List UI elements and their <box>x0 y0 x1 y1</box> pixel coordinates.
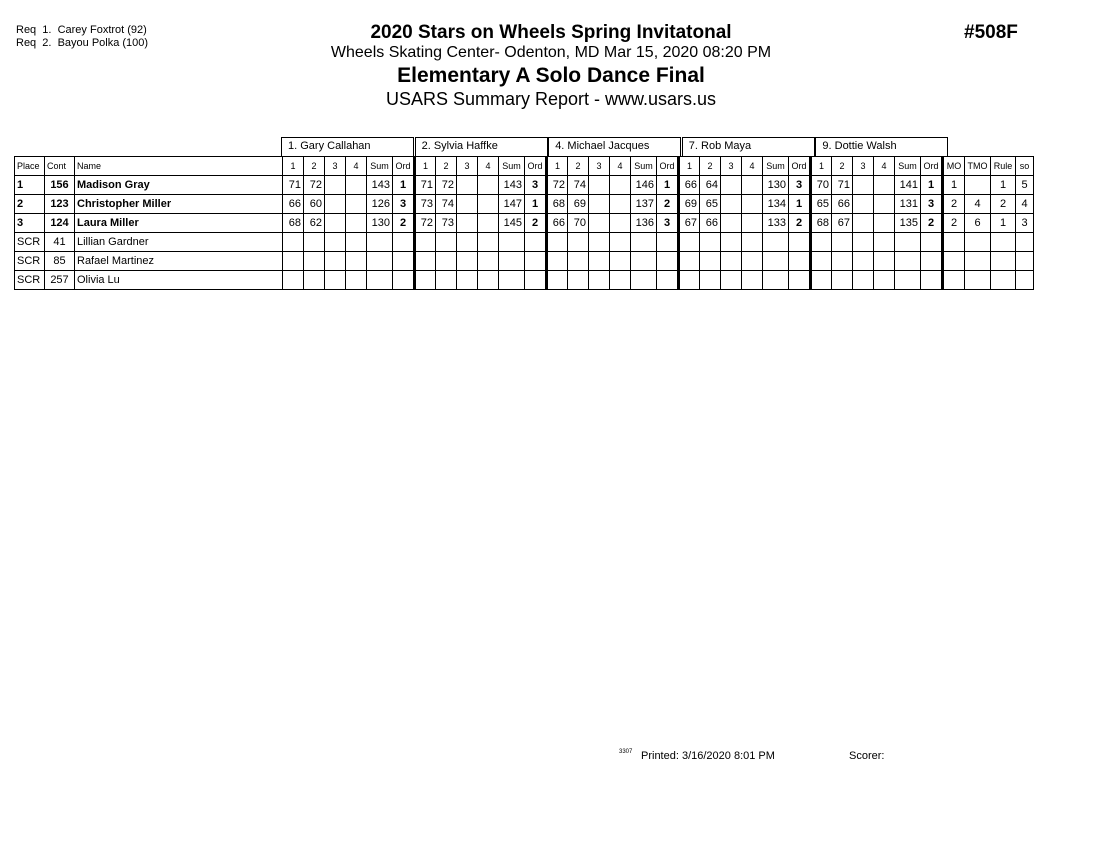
score-cell <box>721 176 742 195</box>
score-cell <box>457 176 478 195</box>
score-cell <box>610 271 631 290</box>
score-cell <box>568 271 589 290</box>
sum-cell <box>763 252 789 271</box>
score-cell <box>304 233 325 252</box>
score-cell <box>415 271 436 290</box>
score-cell <box>679 252 700 271</box>
score-cell <box>478 233 499 252</box>
tmo-cell: 4 <box>965 195 991 214</box>
score-cell <box>721 252 742 271</box>
score-cell <box>457 214 478 233</box>
score-cell <box>589 233 610 252</box>
score-cell <box>610 195 631 214</box>
score-cell <box>742 233 763 252</box>
col-header-judge1-1: 2 <box>304 157 325 176</box>
col-header-mo: MO <box>943 157 965 176</box>
event-number: #508F <box>964 22 1018 43</box>
sum-cell <box>367 271 393 290</box>
score-cell: 73 <box>415 195 436 214</box>
col-header-judge3-0: 1 <box>547 157 568 176</box>
sum-cell: 147 <box>499 195 525 214</box>
score-cell <box>547 271 568 290</box>
ordinal-cell <box>657 271 679 290</box>
contestant-number-cell: 123 <box>45 195 75 214</box>
score-cell: 69 <box>568 195 589 214</box>
score-cell <box>811 271 832 290</box>
score-cell <box>436 252 457 271</box>
score-cell: 65 <box>811 195 832 214</box>
so-cell <box>1016 252 1034 271</box>
column-header-row <box>15 157 1034 176</box>
mo-cell <box>943 252 965 271</box>
score-cell: 70 <box>568 214 589 233</box>
tmo-cell <box>965 233 991 252</box>
sum-cell: 146 <box>631 176 657 195</box>
score-cell <box>853 176 874 195</box>
sum-cell <box>631 233 657 252</box>
score-cell <box>304 271 325 290</box>
col-header-judge4-0: 1 <box>679 157 700 176</box>
results-table <box>14 156 1034 290</box>
score-cell: 66 <box>679 176 700 195</box>
score-cell <box>325 195 346 214</box>
score-cell: 68 <box>811 214 832 233</box>
ordinal-cell: 2 <box>525 214 547 233</box>
score-cell <box>874 176 895 195</box>
ordinal-cell <box>789 252 811 271</box>
score-cell <box>832 271 853 290</box>
ordinal-cell <box>657 252 679 271</box>
score-cell <box>478 271 499 290</box>
judge-name-1: 1. Gary Callahan <box>281 137 414 156</box>
col-header-judge3-5: Ord <box>657 157 679 176</box>
rule-cell: 1 <box>991 214 1016 233</box>
score-cell <box>742 252 763 271</box>
skater-name-cell: Madison Gray <box>75 176 283 195</box>
tmo-cell <box>965 252 991 271</box>
score-cell: 72 <box>304 176 325 195</box>
ordinal-cell: 1 <box>525 195 547 214</box>
sum-cell: 141 <box>895 176 921 195</box>
ordinal-cell <box>393 252 415 271</box>
mo-cell: 2 <box>943 214 965 233</box>
col-header-judge4-4: Sum <box>763 157 789 176</box>
score-cell: 68 <box>547 195 568 214</box>
score-cell <box>346 195 367 214</box>
score-cell: 66 <box>700 214 721 233</box>
col-header-judge4-1: 2 <box>700 157 721 176</box>
score-cell <box>304 252 325 271</box>
ordinal-cell: 2 <box>921 214 943 233</box>
score-cell <box>721 271 742 290</box>
score-cell <box>478 195 499 214</box>
ordinal-cell: 2 <box>393 214 415 233</box>
score-cell <box>679 233 700 252</box>
contestant-number-cell: 156 <box>45 176 75 195</box>
report-title: USARS Summary Report - www.usars.us <box>385 89 717 109</box>
score-cell <box>832 252 853 271</box>
ordinal-cell <box>393 233 415 252</box>
score-cell: 64 <box>700 176 721 195</box>
col-header-judge3-1: 2 <box>568 157 589 176</box>
requirement-1: Req 1. Carey Foxtrot (92) <box>16 24 147 36</box>
score-cell: 66 <box>832 195 853 214</box>
sum-cell: 130 <box>367 214 393 233</box>
score-cell <box>874 195 895 214</box>
place-cell: SCR <box>15 233 45 252</box>
table-row <box>15 233 1034 252</box>
scorer-label: Scorer: <box>849 750 885 762</box>
ordinal-cell: 3 <box>789 176 811 195</box>
report-code: 3307 <box>619 749 633 755</box>
score-cell: 71 <box>832 176 853 195</box>
place-cell: 1 <box>15 176 45 195</box>
sum-cell: 135 <box>895 214 921 233</box>
sum-cell <box>895 252 921 271</box>
score-cell <box>478 214 499 233</box>
score-cell <box>457 233 478 252</box>
place-cell: 2 <box>15 195 45 214</box>
sum-cell <box>367 252 393 271</box>
tmo-cell <box>965 271 991 290</box>
ordinal-cell <box>525 271 547 290</box>
score-cell <box>589 214 610 233</box>
col-header-name: Name <box>75 157 283 176</box>
col-header-judge1-3: 4 <box>346 157 367 176</box>
rule-cell <box>991 271 1016 290</box>
ordinal-cell: 1 <box>657 176 679 195</box>
score-cell <box>346 214 367 233</box>
score-cell <box>610 252 631 271</box>
sum-cell <box>763 271 789 290</box>
sum-cell <box>631 271 657 290</box>
tmo-cell <box>965 176 991 195</box>
sum-cell <box>631 252 657 271</box>
sum-cell: 143 <box>367 176 393 195</box>
rule-cell <box>991 252 1016 271</box>
score-cell: 74 <box>568 176 589 195</box>
score-cell <box>568 252 589 271</box>
score-cell: 60 <box>304 195 325 214</box>
sum-cell: 136 <box>631 214 657 233</box>
place-cell: SCR <box>15 252 45 271</box>
sum-cell <box>499 252 525 271</box>
score-cell <box>325 252 346 271</box>
mo-cell <box>943 271 965 290</box>
col-header-judge1-5: Ord <box>393 157 415 176</box>
col-header-judge2-5: Ord <box>525 157 547 176</box>
ordinal-cell <box>789 271 811 290</box>
place-cell: 3 <box>15 214 45 233</box>
score-cell <box>811 233 832 252</box>
col-header-judge4-3: 4 <box>742 157 763 176</box>
score-cell: 73 <box>436 214 457 233</box>
score-cell: 70 <box>811 176 832 195</box>
ordinal-cell: 3 <box>525 176 547 195</box>
col-header-judge5-3: 4 <box>874 157 895 176</box>
so-cell <box>1016 233 1034 252</box>
col-header-judge2-0: 1 <box>415 157 436 176</box>
contestant-number-cell: 41 <box>45 233 75 252</box>
contestant-number-cell: 124 <box>45 214 75 233</box>
score-cell <box>700 271 721 290</box>
skater-name-cell: Christopher Miller <box>75 195 283 214</box>
mo-cell: 1 <box>943 176 965 195</box>
score-cell: 72 <box>415 214 436 233</box>
score-cell <box>721 195 742 214</box>
score-cell <box>436 271 457 290</box>
score-cell <box>478 252 499 271</box>
sum-cell: 143 <box>499 176 525 195</box>
col-header-judge1-4: Sum <box>367 157 393 176</box>
score-cell: 62 <box>304 214 325 233</box>
score-cell <box>415 233 436 252</box>
sum-cell: 137 <box>631 195 657 214</box>
rule-cell: 2 <box>991 195 1016 214</box>
score-cell <box>610 176 631 195</box>
event-title: Elementary A Solo Dance Final <box>397 64 705 87</box>
sum-cell <box>895 271 921 290</box>
sum-cell <box>499 271 525 290</box>
col-header-judge1-0: 1 <box>283 157 304 176</box>
col-header-tmo: TMO <box>965 157 991 176</box>
score-cell <box>346 252 367 271</box>
table-row <box>15 271 1034 290</box>
col-header-judge3-2: 3 <box>589 157 610 176</box>
score-cell <box>874 252 895 271</box>
score-cell <box>610 233 631 252</box>
sum-cell <box>895 233 921 252</box>
score-cell <box>457 271 478 290</box>
printed-timestamp: Printed: 3/16/2020 8:01 PM <box>641 750 775 762</box>
so-cell: 3 <box>1016 214 1034 233</box>
sum-cell: 134 <box>763 195 789 214</box>
so-cell <box>1016 271 1034 290</box>
rule-cell <box>991 233 1016 252</box>
sum-cell: 126 <box>367 195 393 214</box>
col-header-so: so <box>1016 157 1034 176</box>
rule-cell: 1 <box>991 176 1016 195</box>
contestant-number-cell: 257 <box>45 271 75 290</box>
score-cell: 74 <box>436 195 457 214</box>
col-header-place: Place <box>15 157 45 176</box>
col-header-judge3-3: 4 <box>610 157 631 176</box>
score-cell <box>832 233 853 252</box>
table-row <box>15 176 1034 195</box>
sum-cell: 145 <box>499 214 525 233</box>
score-cell: 68 <box>283 214 304 233</box>
ordinal-cell: 3 <box>657 214 679 233</box>
col-header-judge2-1: 2 <box>436 157 457 176</box>
score-cell <box>283 252 304 271</box>
requirement-2: Req 2. Bayou Polka (100) <box>16 37 149 49</box>
score-cell <box>742 271 763 290</box>
judge-name-4: 7. Rob Maya <box>682 137 815 156</box>
ordinal-cell <box>921 252 943 271</box>
table-row <box>15 214 1034 233</box>
col-header-judge5-0: 1 <box>811 157 832 176</box>
col-header-judge2-2: 3 <box>457 157 478 176</box>
skater-name-cell: Laura Miller <box>75 214 283 233</box>
score-cell <box>853 233 874 252</box>
score-cell: 71 <box>283 176 304 195</box>
score-cell <box>457 252 478 271</box>
score-cell <box>874 214 895 233</box>
score-cell <box>811 252 832 271</box>
sum-cell: 130 <box>763 176 789 195</box>
score-cell <box>283 233 304 252</box>
score-cell: 66 <box>283 195 304 214</box>
score-cell <box>853 252 874 271</box>
ordinal-cell: 2 <box>657 195 679 214</box>
place-cell: SCR <box>15 271 45 290</box>
score-cell <box>853 271 874 290</box>
col-header-judge1-2: 3 <box>325 157 346 176</box>
mo-cell <box>943 233 965 252</box>
ordinal-cell <box>921 271 943 290</box>
judge-name-5: 9. Dottie Walsh <box>815 137 948 156</box>
score-cell <box>853 195 874 214</box>
ordinal-cell <box>393 271 415 290</box>
ordinal-cell <box>525 252 547 271</box>
score-cell <box>547 252 568 271</box>
score-cell: 65 <box>700 195 721 214</box>
mo-cell: 2 <box>943 195 965 214</box>
table-row <box>15 195 1034 214</box>
col-header-rule: Rule <box>991 157 1016 176</box>
score-cell <box>742 195 763 214</box>
score-cell <box>589 271 610 290</box>
ordinal-cell: 1 <box>393 176 415 195</box>
score-cell: 69 <box>679 195 700 214</box>
score-cell <box>325 233 346 252</box>
competition-title: 2020 Stars on Wheels Spring Invitatonal <box>370 22 732 43</box>
score-cell <box>457 195 478 214</box>
sum-cell: 131 <box>895 195 921 214</box>
ordinal-cell: 3 <box>921 195 943 214</box>
score-cell <box>478 176 499 195</box>
score-cell <box>589 195 610 214</box>
ordinal-cell: 3 <box>393 195 415 214</box>
col-header-judge5-1: 2 <box>832 157 853 176</box>
score-cell <box>325 271 346 290</box>
score-cell <box>589 176 610 195</box>
score-cell <box>346 176 367 195</box>
score-cell: 67 <box>679 214 700 233</box>
ordinal-cell <box>921 233 943 252</box>
col-header-judge5-4: Sum <box>895 157 921 176</box>
sum-cell <box>499 233 525 252</box>
col-header-judge3-4: Sum <box>631 157 657 176</box>
score-cell <box>610 214 631 233</box>
col-header-cont: Cont <box>45 157 75 176</box>
col-header-judge4-5: Ord <box>789 157 811 176</box>
score-cell: 72 <box>547 176 568 195</box>
score-cell <box>346 233 367 252</box>
score-cell <box>568 233 589 252</box>
col-header-judge5-2: 3 <box>853 157 874 176</box>
sum-cell: 133 <box>763 214 789 233</box>
score-cell <box>721 233 742 252</box>
judge-name-3: 4. Michael Jacques <box>548 137 681 156</box>
skater-name-cell: Lillian Gardner <box>75 233 283 252</box>
score-cell <box>415 252 436 271</box>
tmo-cell: 6 <box>965 214 991 233</box>
table-row <box>15 252 1034 271</box>
event-requirements <box>16 24 148 50</box>
ordinal-cell: 2 <box>789 214 811 233</box>
score-cell <box>346 271 367 290</box>
score-cell <box>700 252 721 271</box>
venue-and-date: Wheels Skating Center- Odenton, MD Mar 15, 2020 08:20 PM <box>330 44 772 61</box>
score-cell <box>853 214 874 233</box>
score-cell: 72 <box>436 176 457 195</box>
col-header-judge5-5: Ord <box>921 157 943 176</box>
ordinal-cell: 1 <box>789 195 811 214</box>
score-cell <box>589 252 610 271</box>
contestant-number-cell: 85 <box>45 252 75 271</box>
sum-cell <box>763 233 789 252</box>
judge-name-2: 2. Sylvia Haffke <box>415 137 548 156</box>
score-cell: 71 <box>415 176 436 195</box>
score-cell <box>679 271 700 290</box>
col-header-judge2-3: 4 <box>478 157 499 176</box>
score-cell <box>547 233 568 252</box>
score-cell <box>874 271 895 290</box>
so-cell: 4 <box>1016 195 1034 214</box>
score-cell <box>700 233 721 252</box>
ordinal-cell <box>789 233 811 252</box>
so-cell: 5 <box>1016 176 1034 195</box>
score-cell: 67 <box>832 214 853 233</box>
sum-cell <box>367 233 393 252</box>
score-cell <box>721 214 742 233</box>
skater-name-cell: Rafael Martinez <box>75 252 283 271</box>
score-cell <box>874 233 895 252</box>
col-header-judge4-2: 3 <box>721 157 742 176</box>
score-cell <box>742 214 763 233</box>
score-cell <box>436 233 457 252</box>
ordinal-cell <box>525 233 547 252</box>
score-cell <box>283 271 304 290</box>
ordinal-cell <box>657 233 679 252</box>
score-cell <box>742 176 763 195</box>
score-cell <box>325 214 346 233</box>
ordinal-cell: 1 <box>921 176 943 195</box>
score-cell: 66 <box>547 214 568 233</box>
col-header-judge2-4: Sum <box>499 157 525 176</box>
score-cell <box>325 176 346 195</box>
skater-name-cell: Olivia Lu <box>75 271 283 290</box>
